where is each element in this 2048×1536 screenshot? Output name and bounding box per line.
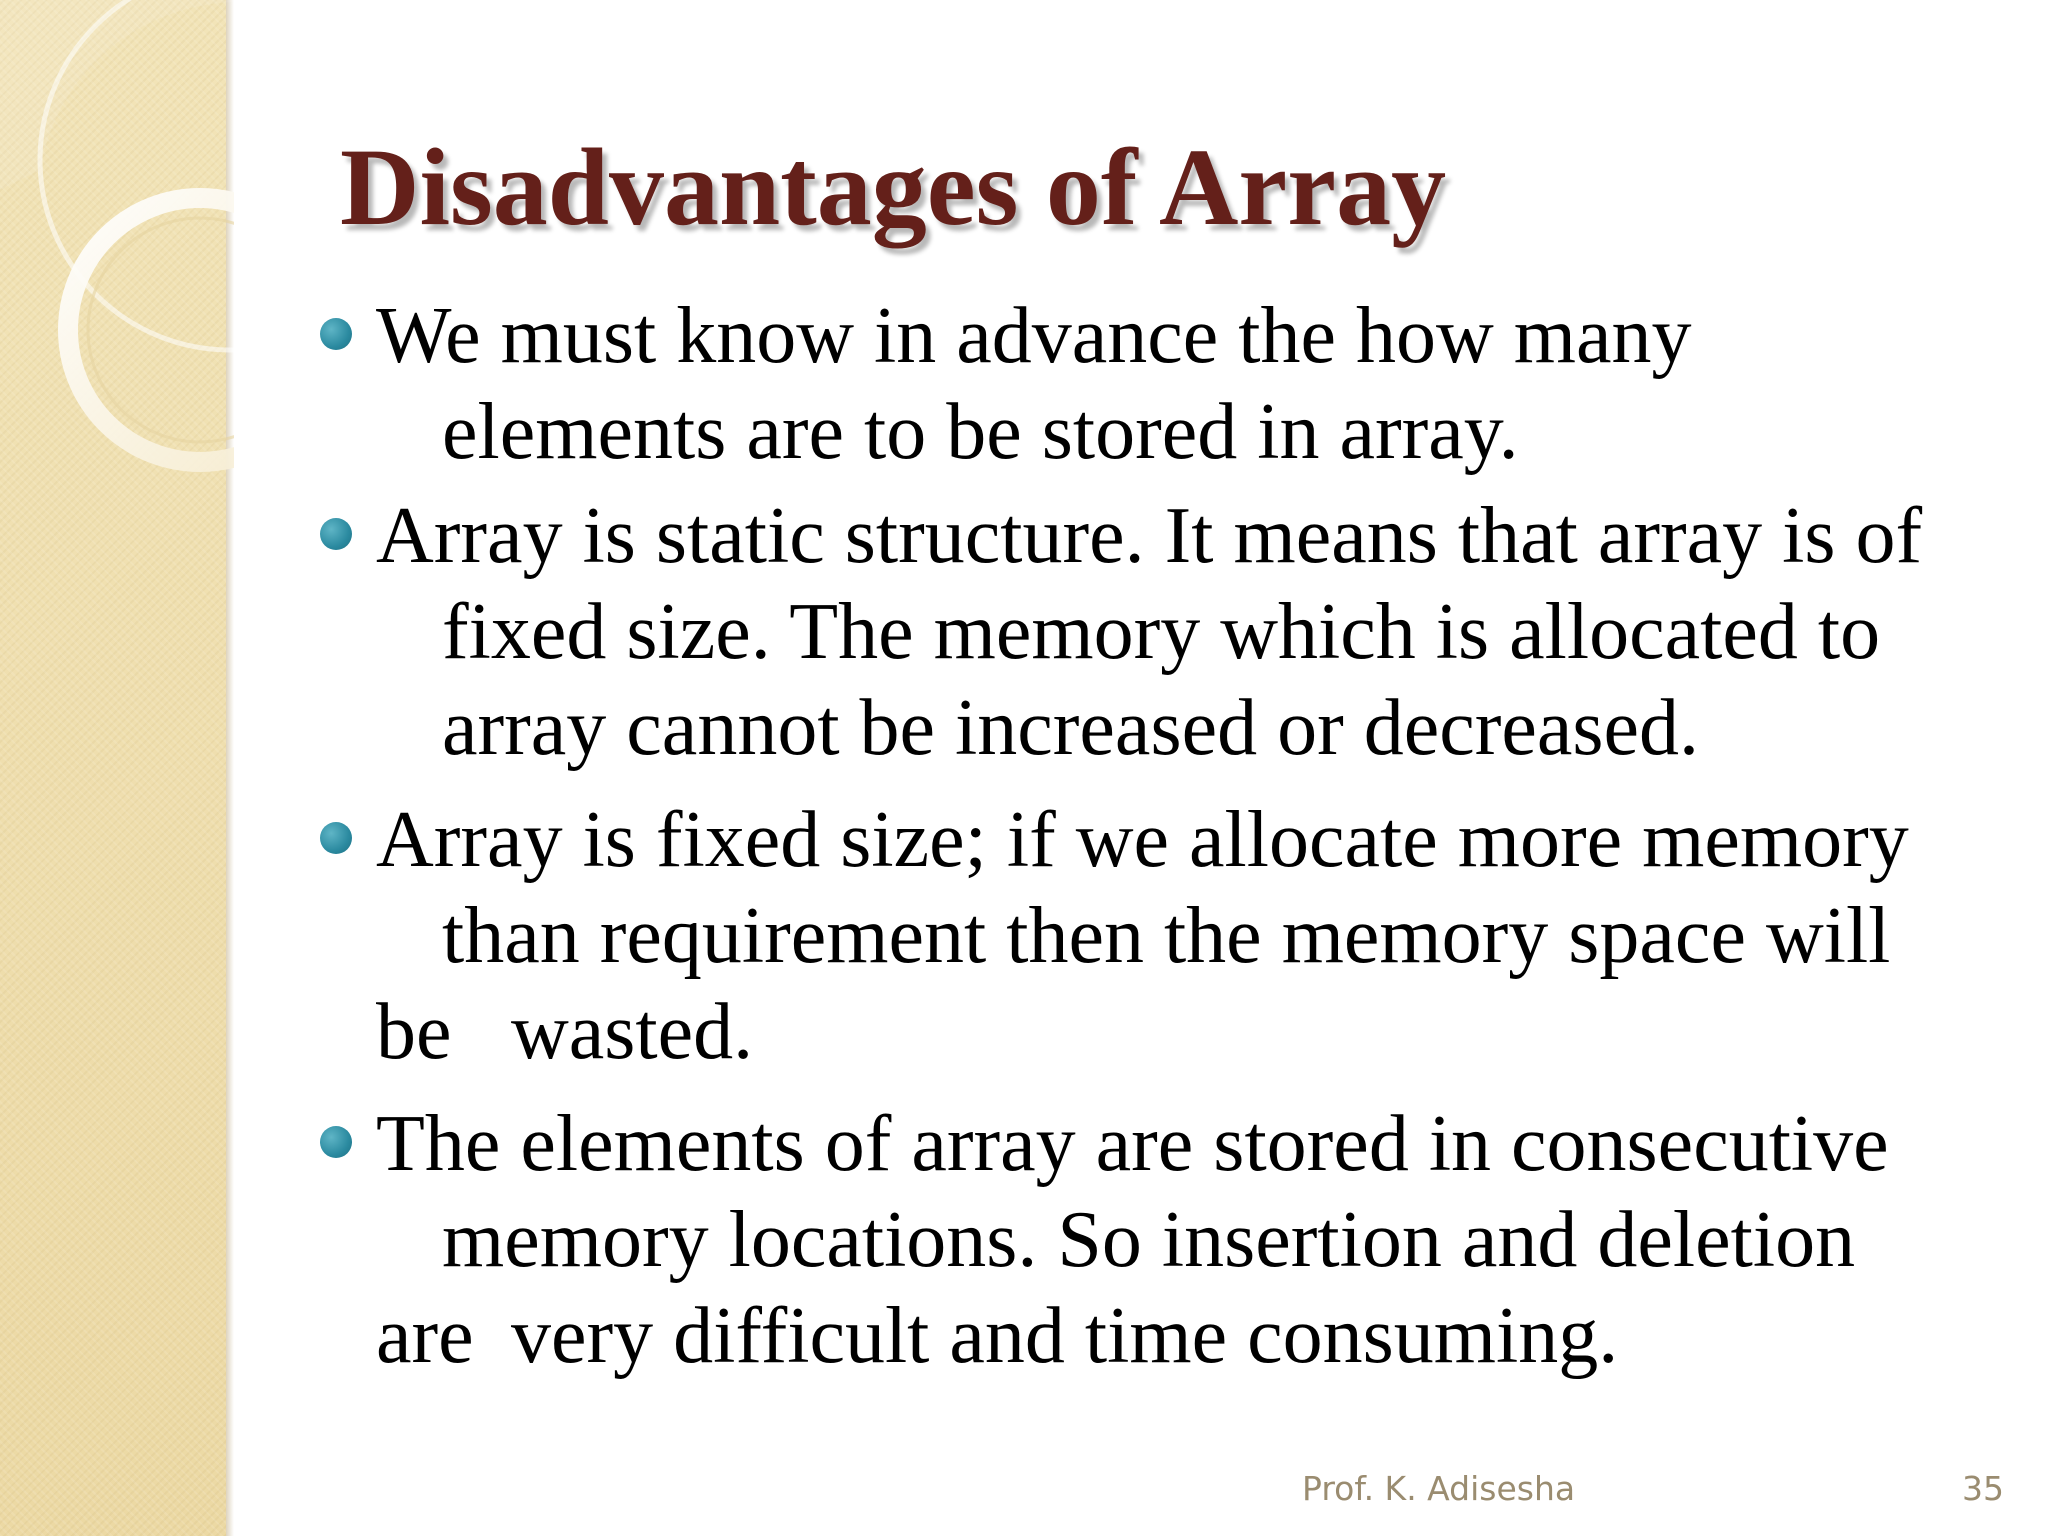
bullet-dot-icon <box>320 518 352 550</box>
bullet-line: memory locations. So insertion and deletion <box>442 1196 1856 1284</box>
bullet-dot-icon <box>320 1126 352 1158</box>
bullet-line: Array is fixed size; if we allocate more memory <box>376 796 1909 884</box>
bullet-item <box>316 488 1936 792</box>
page-number: 35 <box>1962 1469 2004 1508</box>
bullet-line-tail <box>376 984 1936 1080</box>
bullet-line: elements are to be stored in array. <box>442 388 1519 476</box>
small-ring <box>68 198 234 462</box>
footer-author: Prof. K. Adisesha <box>1302 1469 1576 1508</box>
decorative-rings <box>0 0 234 500</box>
tail-first-word: are <box>376 1292 474 1380</box>
bullet-item <box>316 792 1936 1096</box>
bullet-item <box>316 1096 1936 1384</box>
slide-title: Disadvantages of Array <box>340 126 1447 248</box>
bullet-line: than requirement then the memory space will <box>442 892 1891 980</box>
bullet-line: fixed size. The memory which is allocated to <box>442 588 1881 676</box>
small-ring-inner <box>88 218 234 442</box>
bullet-item <box>316 288 1936 488</box>
bullet-line: array cannot be increased or decreased. <box>442 684 1700 772</box>
tail-rest: wasted. <box>511 988 754 1076</box>
tail-first-word: be <box>376 988 452 1076</box>
bullet-line: Array is static structure. It means that array is of <box>376 492 1923 580</box>
tail-rest: very difficult and time consuming. <box>511 1292 1619 1380</box>
bullet-line-tail <box>376 1288 1936 1384</box>
bullet-line: We must know in advance the how many <box>376 292 1692 380</box>
bullet-dot-icon <box>320 822 352 854</box>
bullet-dot-icon <box>320 318 352 350</box>
light-sweep <box>0 0 234 190</box>
bullet-line: The elements of array are stored in consecutive <box>376 1100 1889 1188</box>
bullet-list <box>316 288 1936 1384</box>
